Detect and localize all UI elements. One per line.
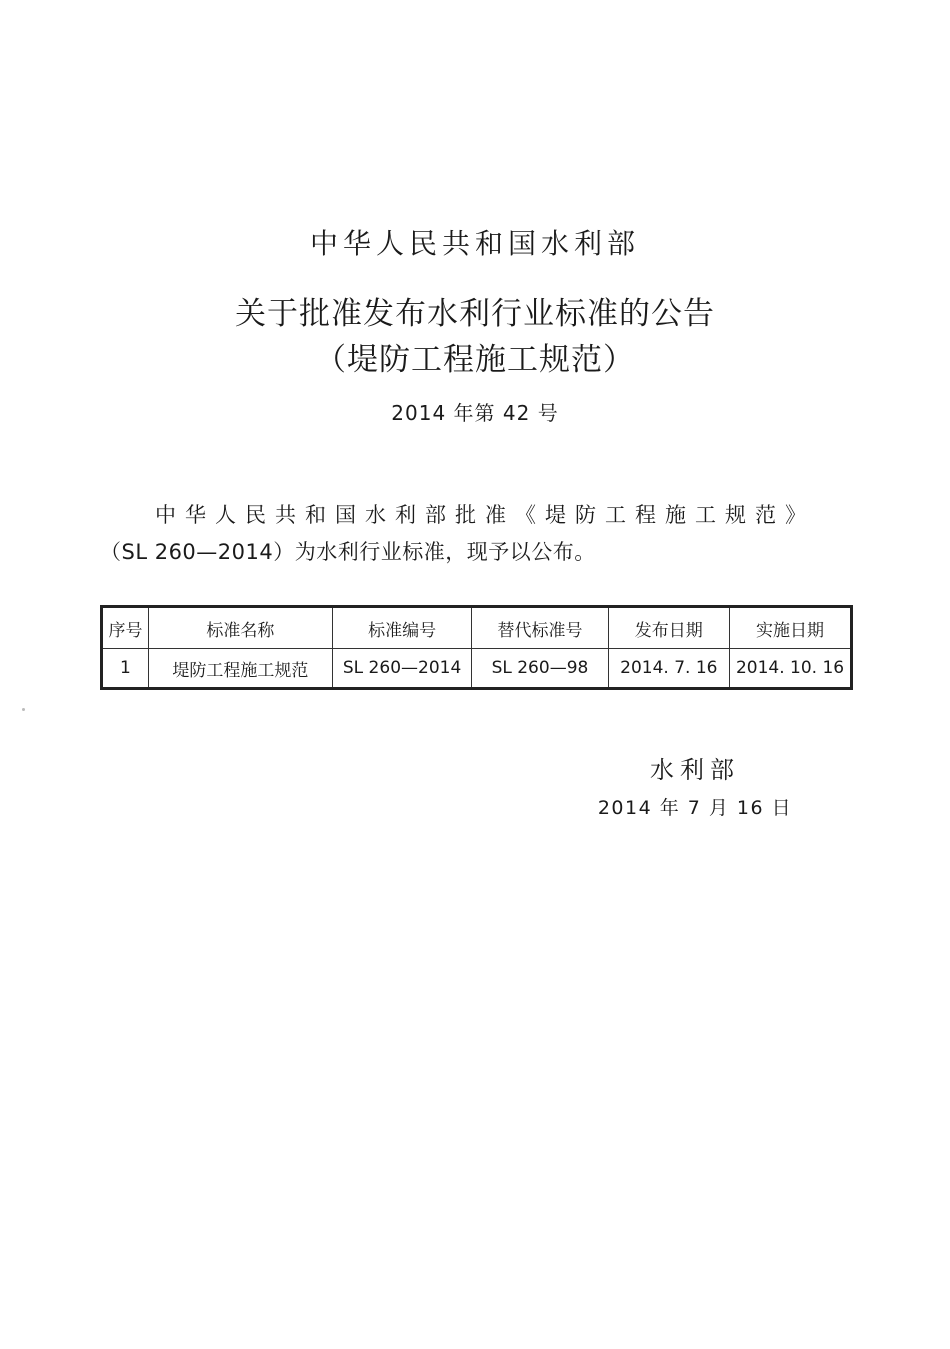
body-paragraph-line-2: （SL 260—2014）为水利行业标准，现予以公布。 xyxy=(100,540,596,564)
header-cell-name: 标准名称 xyxy=(148,607,332,649)
header-cell-code: 标准编号 xyxy=(332,607,472,649)
body-paragraph-line-1: 中华人民共和国水利部批准《堤防工程施工规范》 xyxy=(155,503,815,527)
announcement-title: 关于批准发布水利行业标准的公告 xyxy=(235,296,715,332)
standards-table xyxy=(100,605,853,690)
scan-speck xyxy=(22,708,25,711)
table-row xyxy=(102,649,852,689)
cell-name: 堤防工程施工规范 xyxy=(148,649,332,689)
signature-date: 2014 年 7 月 16 日 xyxy=(597,797,793,819)
document-number: 2014 年第 42 号 xyxy=(391,401,559,425)
header-cell-effective-date: 实施日期 xyxy=(730,607,852,649)
ministry-heading: 中华人民共和国水利部 xyxy=(309,227,640,260)
header-cell-publish-date: 发布日期 xyxy=(608,607,730,649)
header-cell-replaced: 替代标准号 xyxy=(472,607,608,649)
cell-effective-date: 2014. 10. 16 xyxy=(730,649,852,689)
signature-organization: 水利部 xyxy=(650,756,740,784)
cell-code: SL 260—2014 xyxy=(332,649,472,689)
table-header-row xyxy=(102,607,852,649)
cell-replaced: SL 260—98 xyxy=(472,649,608,689)
cell-publish-date: 2014. 7. 16 xyxy=(608,649,730,689)
header-cell-serial: 序号 xyxy=(102,607,149,649)
announcement-subtitle: （堤防工程施工规范） xyxy=(315,342,635,378)
cell-serial: 1 xyxy=(102,649,149,689)
